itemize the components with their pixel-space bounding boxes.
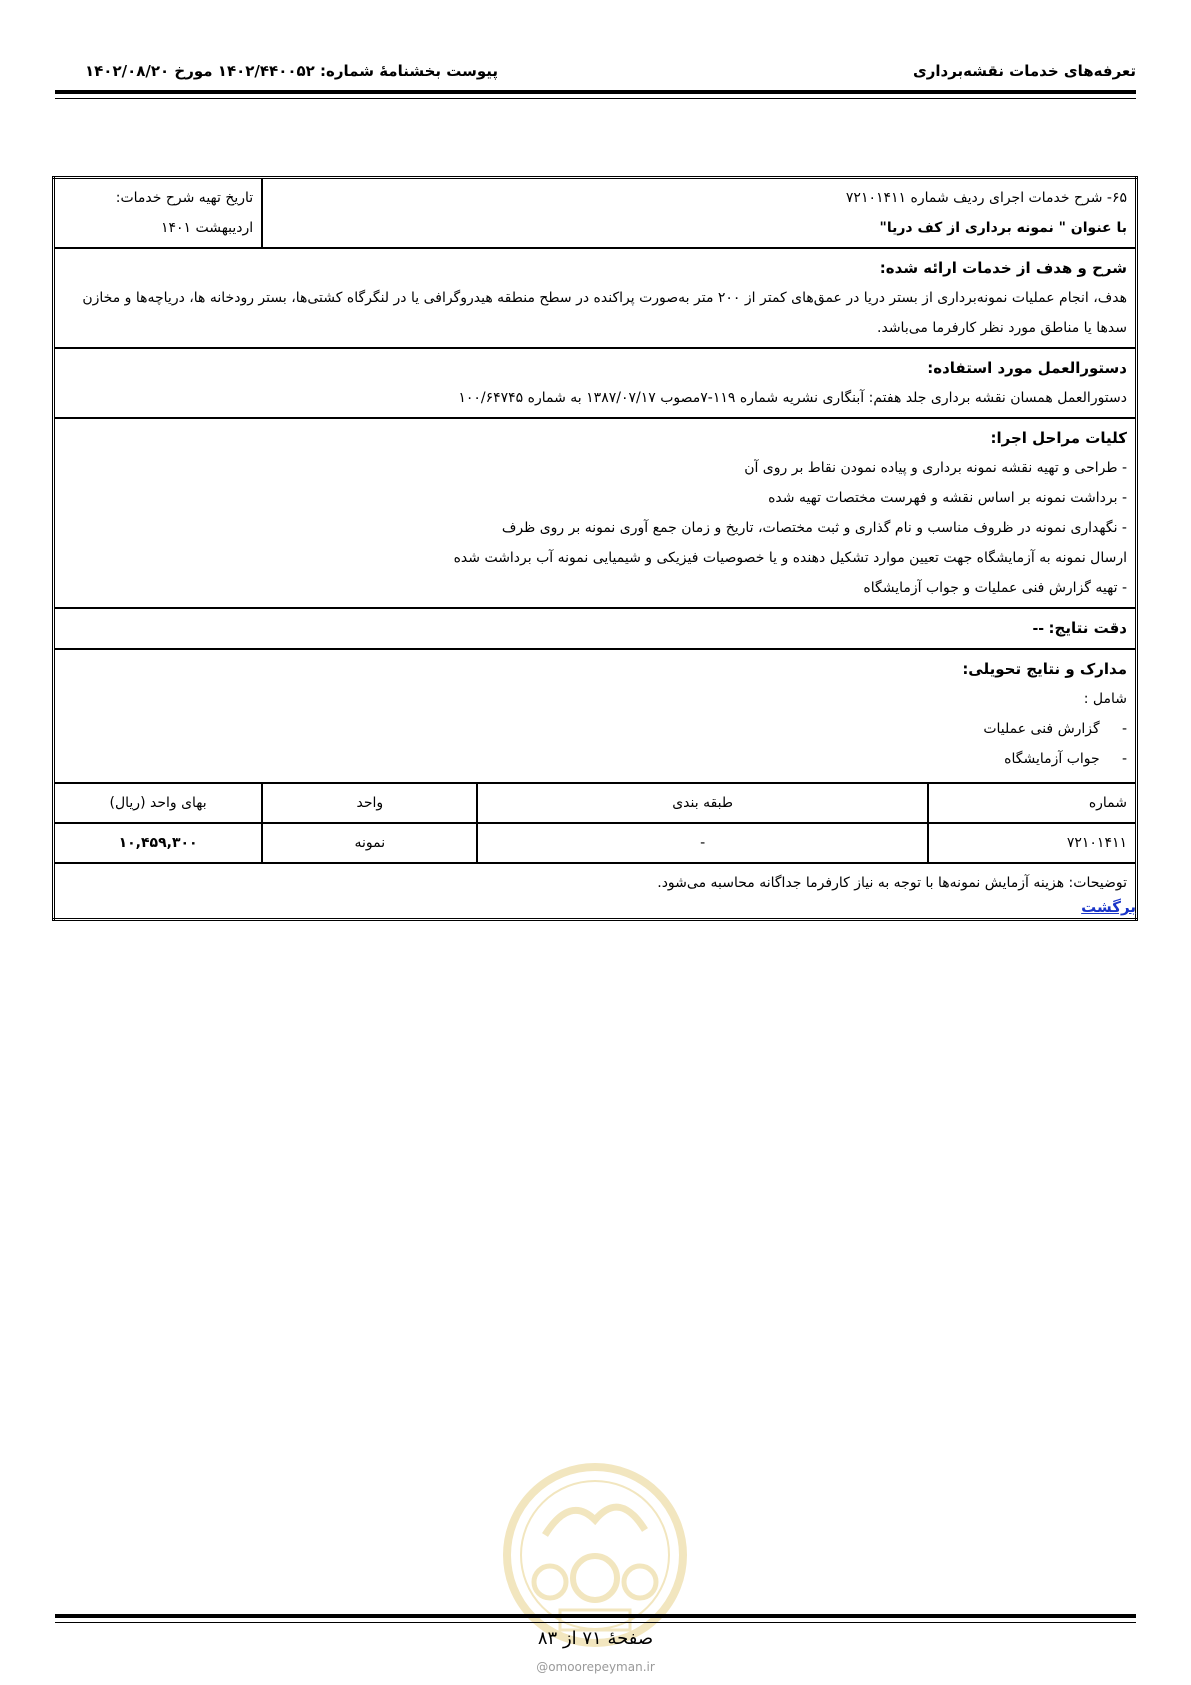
date-label: تاریخ تهیه شرح خدمات: bbox=[115, 190, 254, 206]
header-divider bbox=[55, 90, 1136, 99]
instruction-cell bbox=[54, 348, 1137, 418]
header-category: طبقه بندی bbox=[477, 783, 927, 823]
price-header-row bbox=[54, 783, 1137, 823]
steps-title: کلیات مراحل اجرا: bbox=[990, 429, 1127, 447]
deliverables-cell bbox=[54, 649, 1137, 783]
header-unit: واحد bbox=[262, 783, 477, 823]
site-watermark: @omoorepeyman.ir bbox=[536, 1660, 655, 1674]
description-cell bbox=[54, 248, 1137, 348]
row-title-cell bbox=[262, 178, 1136, 249]
steps-row bbox=[54, 418, 1137, 608]
deliverable-item: - جواب آزمایشگاه bbox=[1004, 751, 1127, 767]
deliverables-title: مدارک و نتایج تحویلی: bbox=[962, 660, 1127, 678]
description-title: شرح و هدف از خدمات ارائه شده: bbox=[879, 259, 1127, 277]
step-item: - نگهداری نمونه در ظروف مناسب و نام گذاری و ثبت مختصات، تاریخ و زمان جمع آوری نمونه بر روی ظرف bbox=[501, 520, 1127, 536]
instruction-title: دستورالعمل مورد استفاده: bbox=[927, 359, 1127, 377]
header-price: بهای واحد (ریال) bbox=[54, 783, 263, 823]
notes-cell: توضیحات: هزینه آزمایش نمونه‌ها با توجه به نیاز کارفرما جداگانه محاسبه می‌شود. bbox=[54, 863, 1137, 920]
instruction-text: دستورالعمل همسان نقشه برداری جلد هفتم: آبنگاری نشریه شماره ۱۱۹-۷مصوب ۱۳۸۷/۰۷/۱۷ به شماره ۱۰۰/۶۴۷۴۵ bbox=[458, 390, 1127, 406]
document-title: تعرفه‌های خدمات نقشه‌برداری bbox=[912, 62, 1136, 80]
back-link[interactable]: برگشت bbox=[1081, 898, 1136, 916]
deliverables-row bbox=[54, 649, 1137, 783]
service-description-table bbox=[52, 176, 1138, 921]
accuracy-row bbox=[54, 608, 1137, 649]
steps-cell bbox=[54, 418, 1137, 608]
instruction-row bbox=[54, 348, 1137, 418]
price-data-row bbox=[54, 823, 1137, 863]
cell-price: ۱۰,۴۵۹,۳۰۰ bbox=[54, 823, 263, 863]
step-item: ارسال نمونه به آزمایشگاه جهت تعیین موارد تشکیل دهنده و یا خصوصیات فیزیکی و شیمیایی نمونه آب برداشت شده bbox=[453, 550, 1127, 566]
attachment-reference: پیوست بخشنامهٔ شماره: ۱۴۰۲/۴۴۰۰۵۲ مورخ ۱۴۰۲/۰۸/۲۰ bbox=[85, 62, 499, 80]
row-title-line: با عنوان " نمونه برداری از کف دریا" bbox=[879, 220, 1127, 236]
footer-divider bbox=[55, 1614, 1136, 1623]
step-item: - طراحی و تهیه نقشه نمونه برداری و پیاده نمودن نقاط بر روی آن bbox=[744, 460, 1127, 476]
accuracy-cell bbox=[54, 608, 1137, 649]
page-number: صفحهٔ ۷۱ از ۸۳ bbox=[537, 1628, 654, 1649]
description-row bbox=[54, 248, 1137, 348]
date-cell bbox=[54, 178, 263, 249]
page-header bbox=[55, 56, 1136, 84]
cell-category: - bbox=[477, 823, 927, 863]
step-item: - تهیه گزارش فنی عملیات و جواب آزمایشگاه bbox=[863, 580, 1127, 596]
cell-unit: نمونه bbox=[262, 823, 477, 863]
deliverable-item: - گزارش فنی عملیات bbox=[983, 721, 1127, 737]
description-text: هدف، انجام عملیات نمونه‌برداری از بستر دریا در عمق‌های کمتر از ۲۰۰ متر به‌صورت پراکنده در سطح منطقه هیدروگرافی یا در لنگرگاه کشتی‌ها، بستر رودخانه ها، دریاچه‌ها و مخازن سدها یا مناطق مورد نظر کارفرما می‌باشد. bbox=[82, 290, 1127, 336]
title-row bbox=[54, 178, 1137, 249]
accuracy-title: دقت نتایج: bbox=[1048, 619, 1127, 637]
cell-number: ۷۲۱۰۱۴۱۱ bbox=[928, 823, 1137, 863]
accuracy-value: -- bbox=[1032, 621, 1045, 637]
date-value: اردیبهشت ۱۴۰۱ bbox=[160, 220, 254, 236]
notes-row bbox=[54, 863, 1137, 920]
row-number-line: ۶۵- شرح خدمات اجرای ردیف شماره ۷۲۱۰۱۴۱۱ bbox=[845, 190, 1127, 206]
step-item: - برداشت نمونه بر اساس نقشه و فهرست مختصات تهیه شده bbox=[768, 490, 1127, 506]
deliverables-intro: شامل : bbox=[1083, 691, 1127, 707]
header-number: شماره bbox=[928, 783, 1137, 823]
